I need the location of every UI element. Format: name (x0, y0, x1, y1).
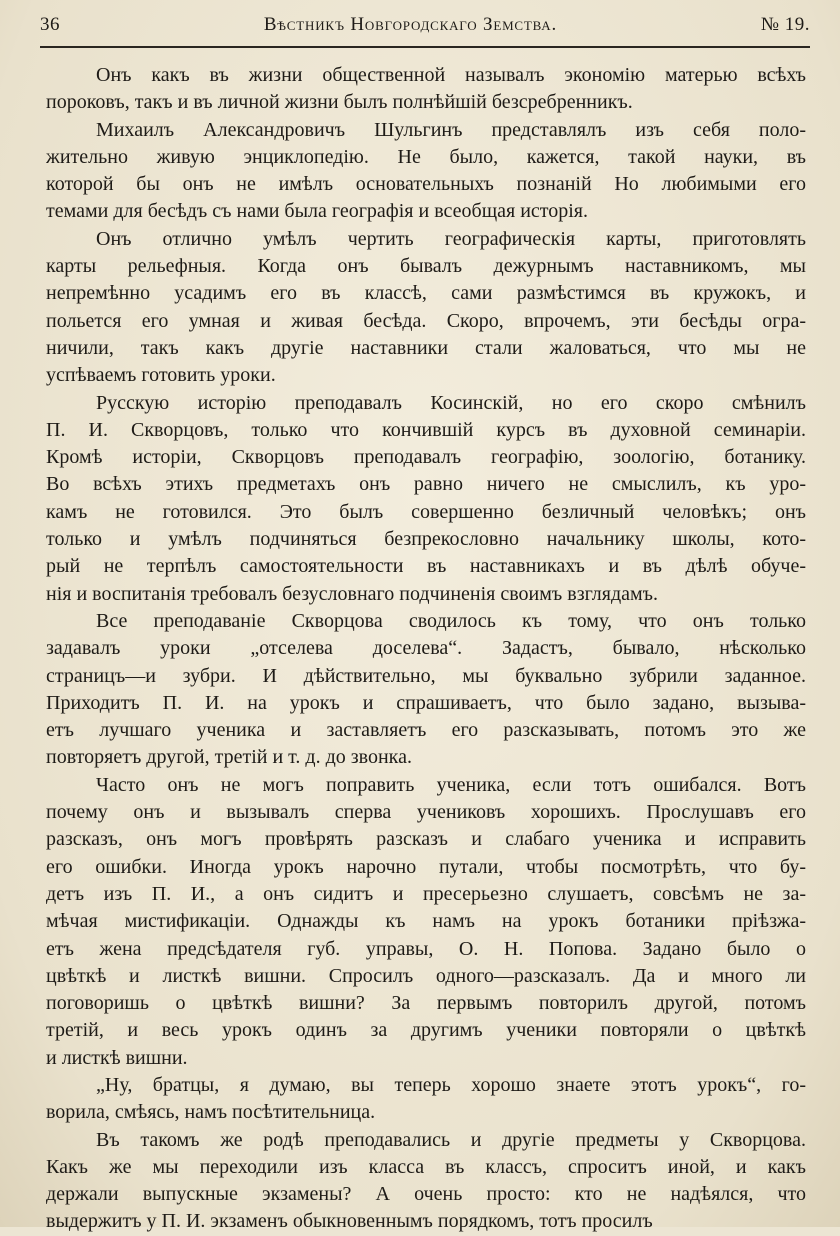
text-line: держали выпускные экзамены? А очень просто: кто не надѣялся, что (46, 1183, 806, 1206)
paragraph (46, 1127, 806, 1236)
text-line: нія и воспитанія требовалъ безусловнаго подчиненія своимъ взглядамъ. (46, 582, 659, 605)
paragraph (46, 1072, 806, 1127)
text-line: детъ изъ П. И., а онъ сидитъ и пресерьезно слушаетъ, совсѣмъ не за- (46, 882, 806, 905)
text-line: разсказъ, онъ могъ провѣрять разсказъ и слабаго ученика и исправить (46, 828, 806, 851)
text-line: которой бы онъ не имѣлъ основательныхъ познаній Но любимыми его (46, 173, 806, 196)
text-line: его ошибки. Иногда урокъ нарочно путали, чтобы посмотрѣть, что бу- (46, 855, 806, 878)
article-body (40, 62, 810, 1236)
text-line: повторяетъ другой, третій и т. д. до звонка. (46, 746, 412, 769)
text-line: Кромѣ исторіи, Скворцовъ преподавалъ географію, зоологію, ботанику. (46, 446, 806, 469)
text-line: етъ жена предсѣдателя губ. управы, О. Н. Попова. Задано было о (46, 937, 806, 960)
text-line: Въ такомъ же родѣ преподавались и другіе предметы у Скворцова. (96, 1128, 806, 1151)
text-line: П. И. Скворцовъ, только что кончившій курсъ въ духовной семинаріи. (46, 418, 806, 441)
text-line: почему онъ и вызывалъ сперва учениковъ хорошихъ. Прослушавъ его (46, 801, 806, 824)
text-line: страницъ—и зубри. И дѣйствительно, мы буквально зубрили заданное. (46, 664, 806, 687)
text-line: рый не терпѣлъ самостоятельности въ наставникахъ и въ дѣлѣ обуче- (46, 555, 806, 578)
text-line: темами для бесѣдъ съ нами была географія и всеобщая исторія. (46, 200, 589, 223)
text-line: задавалъ уроки „отселева доселева“. Задастъ, бывало, нѣсколько (46, 637, 806, 660)
text-line: жительно живую энциклопедію. Не было, кажется, такой науки, въ (46, 145, 806, 168)
text-line: поговоришь о цвѣткѣ вишни? За первымъ повторилъ другой, потомъ (46, 992, 806, 1015)
text-line: Все преподаваніе Скворцова сводилось къ тому, что онъ только (96, 609, 806, 632)
text-line: успѣваемъ готовить уроки. (46, 364, 276, 387)
text-line: Онъ отлично умѣлъ чертить географическія карты, приготовлять (96, 227, 806, 250)
text-line: „Ну, братцы, я думаю, вы теперь хорошо знаете этотъ урокъ“, го- (96, 1073, 806, 1096)
text-line: цвѣткѣ и листкѣ вишни. Спросилъ одного—разсказалъ. Да и много ли (46, 964, 806, 987)
page-number: 36 (40, 14, 60, 35)
text-line: Часто онъ не могъ поправить ученика, если тотъ ошибался. Вотъ (96, 773, 806, 796)
running-header (40, 14, 810, 44)
text-line: выдержитъ у П. И. экзаменъ обыкновеннымъ порядкомъ, тотъ просилъ (46, 1210, 653, 1233)
text-line: непремѣнно усадимъ его въ классѣ, сами размѣстимся въ кружокъ, и (46, 282, 806, 305)
text-line: камъ не готовился. Это былъ совершенно безличный человѣкъ; онъ (46, 500, 806, 523)
paragraph (46, 226, 806, 390)
paragraph (46, 390, 806, 608)
header-rule (40, 46, 810, 48)
text-line: Русскую исторію преподавалъ Косинскій, но его скоро смѣнилъ (96, 391, 806, 414)
text-line: польется его умная и живая бесѣда. Скоро, впрочемъ, эти бесѣды огра- (46, 309, 806, 332)
journal-title: Вѣстникъ Новгородскаго Земства. (263, 14, 558, 35)
issue-number: № 19. (760, 14, 810, 35)
text-line: карты рельефныя. Когда онъ бывалъ дежурнымъ наставникомъ, мы (46, 255, 806, 278)
text-line: Во всѣхъ этихъ предметахъ онъ равно ничего не смыслилъ, къ уро- (46, 473, 806, 496)
paragraph (46, 608, 806, 772)
text-line: ничили, такъ какъ другіе наставники стали жаловаться, что мы не (46, 336, 806, 359)
text-line: Какъ же мы переходили изъ класса въ классъ, спроситъ иной, и какъ (46, 1155, 806, 1178)
text-line: Михаилъ Александровичъ Шульгинъ представлялъ изъ себя поло- (96, 118, 806, 141)
text-line: Онъ какъ въ жизни общественной называлъ экономію матерью всѣхъ (96, 64, 806, 86)
paragraph (46, 62, 806, 117)
text-line: только и умѣлъ подчиняться безпрекословно начальнику школы, кото- (46, 528, 806, 551)
text-line: ворила, смѣясь, намъ посѣтительница. (46, 1101, 376, 1124)
text-line: пороковъ, такъ и въ личной жизни былъ полнѣйшій безсребренникъ. (46, 91, 633, 114)
text-line: мѣчая мистификаціи. Однажды къ намъ на урокъ ботаники пріѣзжа- (46, 910, 806, 933)
paragraph (46, 117, 806, 226)
text-line: Приходитъ П. И. на урокъ и спрашиваетъ, что было задано, вызыва- (46, 691, 806, 714)
text-line: и листкѣ вишни. (46, 1046, 188, 1069)
text-line: третій, и весь урокъ одинъ за другимъ ученики повторяли о цвѣткѣ (46, 1019, 806, 1042)
text-line: етъ лучшаго ученика и заставляетъ его разсказывать, потомъ это же (46, 719, 806, 742)
paragraph (46, 772, 806, 1072)
